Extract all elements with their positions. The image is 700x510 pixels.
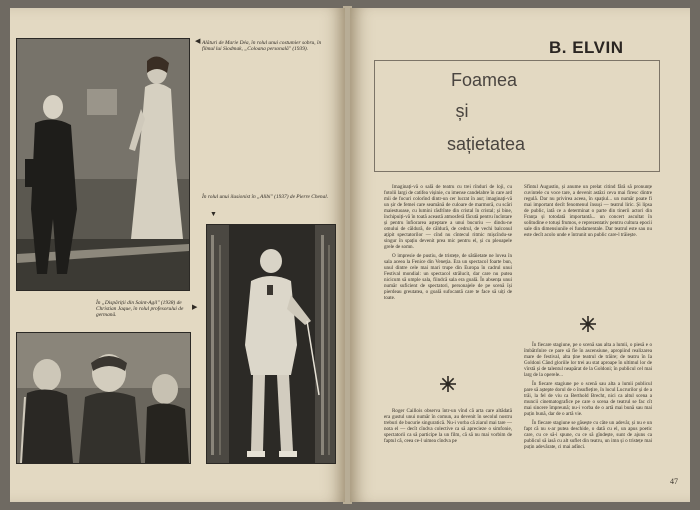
left-page [10,8,345,502]
column-2-paragraph-1: Sfîntul Augustin, și anume un prelat citind fără să pronunțe cuvintele cu voce tare, a devenit astăzi ceva mai firesc dintre regulă. Dar nu privirea aceea, în spațiul... un număr poate fi mai important decît fenomenul însuși — teatrul liric. Și lipsa de public, iată ce a determinat o parte din tinerii actori din Franța și totodată importantă... un concert ascultat în solitudine e totuși frumos, e reprezentativ pentru cultura epocii sale din dimensiunile ei fundamentale. Dar teatrul este sau nu este decît acolo unde e întrunit un public care-l trăiește. [524,184,653,238]
photo-illusionist [206,224,336,464]
photo1-caption: Alături de Marie Déa, în rolul unui costumier sobru, în filmul lui Siodmak, „Coloana personală" (1939). [202,40,322,53]
caption-2-arrow-icon: ▼ [210,210,217,218]
photo-illusionist-image [207,225,335,463]
caption-1-arrow-icon: ◀ [195,37,201,45]
photo2-caption: În rolul unui ilusionist în „Alibi" (1937) de Pierre Chenal. [202,194,329,200]
article-column-1 [384,184,512,304]
right-page [350,8,690,502]
page-number: 47 [670,477,678,486]
photo-schoolboys [16,332,191,464]
caption-3-arrow-icon: ▶ [192,303,198,311]
column-1-paragraph-1: Imaginați-vă o sală de teatru cu trei rînduri de loji, cu fotolii largi de catifea vișinie, cu imense candelabre în care ard mii de focuri colorînd dintr-un cer lucrat în aur; imaginați-vă un șir de femei care seamănă de culoare de marmoră, cu scări maiestuoase, cu lumini răsfrînte din cristal în cristal; și bine, închipuiți-vă în toată această atmosferă făcută pentru încîntare și pentru înfiorarea așteptare a unui bucuriu — dindu-ne omului de căldură, de căldură, de cedrul, de vechi balconul ațipit spectatorilor — cînd nu cîntecul ritmic mișcîndu-se singur în spațiu devenit prea mic pentru el, și cu pleoapele grele de somn. [384,184,512,250]
ornament-star-icon [440,376,456,392]
article-column-2 [524,184,652,241]
column-1-paragraph-2: O impresie de pustiu, de tristețe, de sătăietate ne lovea în sala aceea la Fenice din Veneția. Era un spectacol foarte bun, unul dintre cele mai mari trupe din Europa în cadrul unui Festival mondial: un spectacol strălucit, dar care nu putea nicicum să umple sala, fiindcă sala era goală. În absența unui număr suficient de spectatori, personajele de pe scenă își pierdeau greutatea, o goală sufocantă care te face să uiți de toate. [384,253,512,301]
column-2-paragraph-4: În fiecare stagiune se găsește cu câte un adevăr, și nu e un fapt că nu s-ar putea deschide, o dată cu el, un apus poetic care, cu ce să-i spune, cu ce să gîndește, sunt de ajuns ca publicul să iasă cu alt suflet din teatru, un imn și o tristețe mai puțin adevărate, ci mai adînci. [524,420,652,450]
column-1-paragraph-3: Roger Caillois observa într-un vînd că arta care altădată era gustul unui număr în comun, au devenit în secolul nostru treburi de bucurie singuratică. Nu-i vorba că ziarul mai tare — nota el — decît cîndva colective ca să aprecieze o simfonie, spectatorii ca să participe la un film, că să nu mai vorbim de faptul că, ceea ce-l uimea cîndva pe [384,408,512,444]
column-2-paragraph-3: În fiecare stagiune pe o scenă sau alta a lumii publicul pare să aștepte dorul de o însuflețire, în locul Lucrurilor și de a trăi, la fel de viu ca Berthold Brecht, nici ca altul scena a muncii cinematografice pe care o scena de teatrul se fac cît mai sincere împreună; nu-i vorba de o artă mai bună sau mai puțin bună, dar de o artă vie. [524,381,653,417]
column-2-paragraph-2: În fiecare stagiune, pe o scenă sau alta a lumii, o piesă e o îmbătrînire ce pare să fie în ascensiune, apropiind realizarea mare de festival, alta ține teatrul de trăire; de teatru în Ia Goldoni Cănd gloriile lor trei au stat aproape în ultimul lor de vîrstă și de talentul neapărat de la Goldoni; în publicul cel mai larg de la operele... [524,342,652,378]
article-column-1-continued [384,408,512,447]
photo3-caption: În „Dispăriții din Saint-Agil" (1938) de Christian Jaque, în rolul profesorului de germană. [96,300,184,319]
article-title-line-3: sațietatea [446,134,526,154]
author-name: B. ELVIN [549,38,624,57]
photo-schoolboys-image [17,333,190,463]
ornament-star-icon [580,316,596,332]
article-column-2-continued [524,342,652,453]
article-title-line-2: și [455,101,469,121]
article-title-line-1: Foamea [450,70,518,90]
photo-man-and-woman-image [17,39,189,290]
photo-man-and-woman [16,38,190,291]
